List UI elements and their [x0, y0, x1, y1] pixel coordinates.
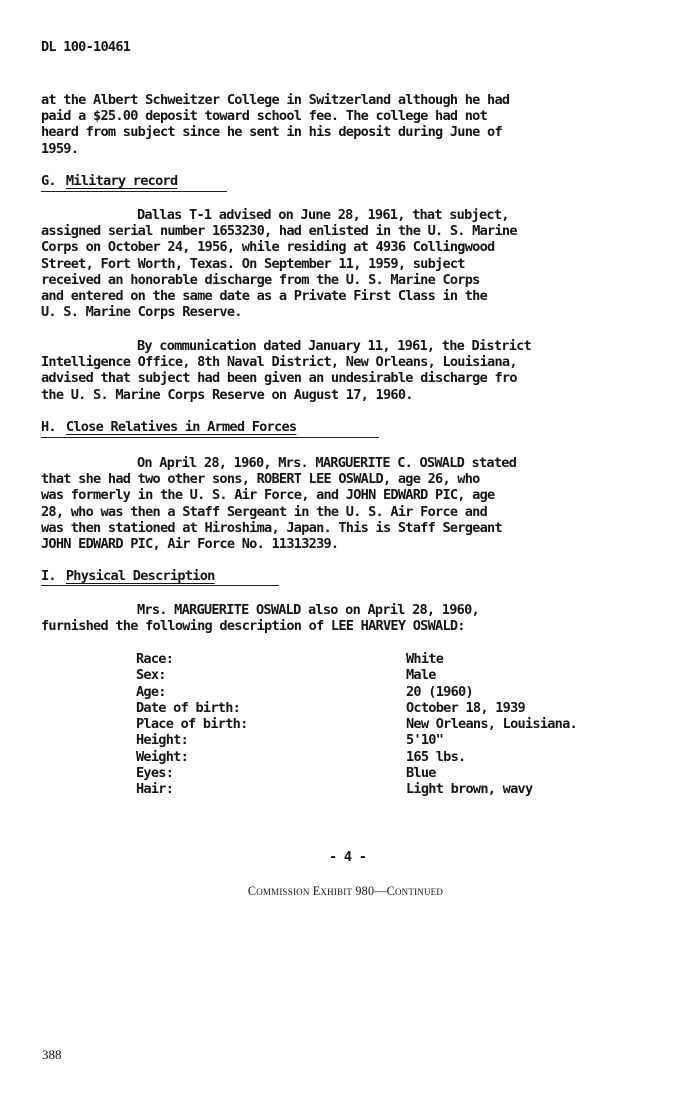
description-label: Eyes: — [136, 765, 174, 782]
text-line: and entered on the same date as a Private First Class in the — [41, 288, 488, 305]
text-line: received an honorable discharge from the U. S. Marine Corps — [41, 271, 480, 288]
text-line: U. S. Marine Corps Reserve. — [41, 304, 242, 321]
description-value: 5'10" — [406, 732, 444, 749]
text-line: that she had two other sons, ROBERT LEE OSWALD, age 26, who — [41, 471, 480, 488]
text-line: heard from subject since he sent in his deposit during June of — [41, 124, 502, 141]
section-i-paragraph-1 — [41, 602, 661, 634]
description-value: New Orleans, Louisiana. — [406, 716, 577, 733]
description-value: White — [406, 651, 444, 667]
text-line: By communication dated January 11, 1961, the District — [137, 338, 532, 354]
description-label: Hair: — [136, 781, 174, 798]
exhibit-caption: Commission Exhibit 980—Continued — [247, 884, 444, 898]
text-line: Mrs. MARGUERITE OSWALD also on April 28, 1960, — [137, 602, 479, 618]
section-h-heading — [41, 419, 296, 435]
description-value: Light brown, wavy — [406, 781, 533, 798]
description-label: Race: — [136, 651, 174, 667]
text-line: was then stationed at Hiroshima, Japan. This is Staff Sergeant — [41, 519, 502, 536]
text-line: Intelligence Office, 8th Naval District, New Orleans, Louisiana, — [41, 354, 517, 371]
section-i-heading — [41, 568, 215, 584]
description-label: Date of birth: — [136, 699, 241, 716]
section-g-paragraph-2 — [41, 338, 661, 403]
section-h-rule — [41, 437, 379, 438]
description-label: Place of birth: — [136, 716, 248, 733]
page-number: - 4 - — [329, 849, 367, 865]
section-letter: H. — [41, 419, 56, 435]
text-line: 1959. — [41, 140, 79, 157]
section-title: Military record — [65, 173, 178, 189]
description-value: 165 lbs. — [406, 748, 466, 765]
section-title: Physical Description — [65, 568, 215, 584]
description-value: Blue — [406, 765, 436, 782]
description-label: Age: — [136, 683, 166, 700]
text-line: advised that subject had been given an undesirable discharge fro — [41, 370, 517, 387]
text-line: JOHN EDWARD PIC, Air Force No. 11313239. — [41, 536, 339, 553]
text-line: Corps on October 24, 1956, while residing at 4936 Collingwood — [41, 239, 495, 256]
section-g-heading — [41, 173, 177, 189]
text-line: Street, Fort Worth, Texas. On September 11, 1959, subject — [41, 255, 465, 272]
text-line: paid a $25.00 deposit toward school fee. The college had not — [41, 108, 488, 125]
folio-number: 388 — [42, 1047, 62, 1062]
section-title: Close Relatives in Armed Forces — [65, 419, 297, 435]
description-label: Height: — [136, 732, 189, 749]
description-label: Sex: — [136, 667, 166, 684]
intro-paragraph — [41, 92, 661, 157]
section-i-rule — [41, 585, 279, 586]
text-line: furnished the following description of LEE HARVEY OSWALD: — [41, 618, 465, 635]
text-line: the U. S. Marine Corps Reserve on August 17, 1960. — [41, 386, 413, 403]
description-label: Weight: — [136, 748, 189, 765]
text-line: Dallas T-1 advised on June 28, 1961, that subject, — [137, 207, 509, 223]
text-line: assigned serial number 1653230, had enlisted in the U. S. Marine — [41, 223, 517, 240]
description-value: 20 (1960) — [406, 683, 473, 700]
section-letter: G. — [41, 173, 56, 189]
text-line: 28, who was then a Staff Sergeant in the U. S. Air Force and — [41, 503, 488, 520]
description-value: October 18, 1939 — [406, 699, 525, 716]
text-line: was formerly in the U. S. Air Force, and JOHN EDWARD PIC, age — [41, 487, 495, 504]
file-reference: DL 100-10461 — [41, 39, 131, 55]
text-line: at the Albert Schweitzer College in Switzerland although he had — [41, 92, 510, 108]
text-line: On April 28, 1960, Mrs. MARGUERITE C. OSWALD stated — [137, 455, 517, 471]
section-h-paragraph-1 — [41, 455, 661, 552]
section-letter: I. — [41, 568, 56, 584]
section-g-paragraph-1 — [41, 207, 661, 320]
section-g-rule — [41, 191, 227, 192]
description-value: Male — [406, 667, 436, 684]
